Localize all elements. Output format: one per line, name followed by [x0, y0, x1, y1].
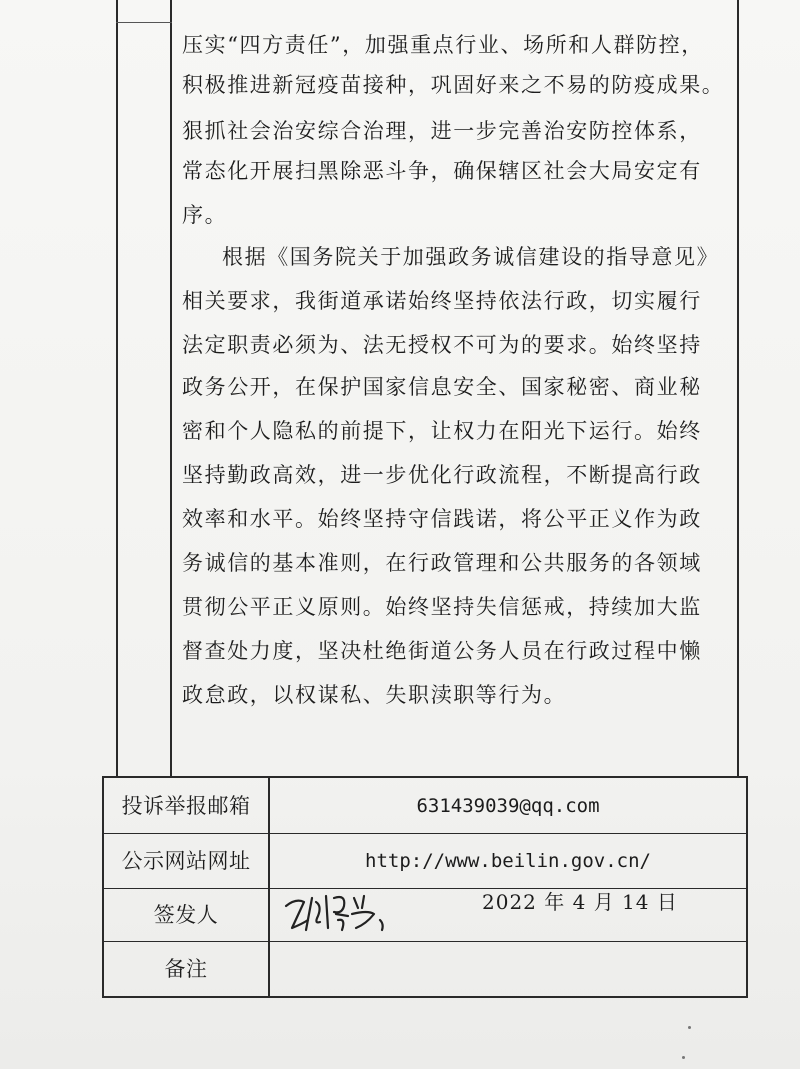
- text-line: 序。: [182, 203, 228, 227]
- table-right-border: [746, 776, 748, 998]
- inner-left-border: [170, 0, 172, 776]
- right-border-upper: [737, 0, 739, 776]
- complaint-email-label: 投诉举报邮箱: [121, 794, 251, 818]
- text-line: 坚持勤政高效，进一步优化行政流程，不断提高行政: [182, 463, 702, 487]
- table-top-border: [102, 776, 748, 778]
- text-line: 密和个人隐私的前提下，让权力在阳光下运行。始终: [182, 419, 702, 443]
- text-line: 积极推进新冠疫苗接种，巩固好来之不易的防疫成果。: [182, 73, 725, 97]
- scan-speck: [688, 1026, 691, 1029]
- top-edge-mark: [116, 22, 172, 23]
- outer-left-border-upper: [116, 0, 118, 776]
- scan-speck: [682, 1056, 685, 1059]
- text-line: 政怠政，以权谋私、失职渎职等行为。: [182, 683, 567, 707]
- text-line: 政务公开，在保护国家信息安全、国家秘密、商业秘: [182, 375, 702, 399]
- text-line: 务诚信的基本准则，在行政管理和公共服务的各领域: [182, 551, 702, 575]
- text-line: 相关要求，我街道承诺始终坚持依法行政，切实履行: [182, 289, 702, 313]
- row-divider-3: [102, 941, 748, 942]
- text-line: 贯彻公平正义原则。始终坚持失信惩戒，持续加大监: [182, 595, 702, 619]
- website-label: 公示网站网址: [121, 849, 251, 873]
- text-line: 常态化开展扫黑除恶斗争，确保辖区社会大局安定有: [182, 159, 702, 183]
- text-line: 督查处力度，坚决杜绝街道公务人员在行政过程中懒: [182, 639, 702, 663]
- handwritten-signature-icon: [282, 884, 402, 940]
- signer-label: 签发人: [153, 903, 219, 927]
- row-divider-1: [102, 833, 748, 834]
- issue-date: 2022 年 4 月 14 日: [482, 890, 678, 914]
- text-line: 法定职责必须为、法无授权不可为的要求。始终坚持: [182, 333, 702, 357]
- table-bottom-border: [102, 996, 748, 998]
- website-value[interactable]: http://www.beilin.gov.cn/: [365, 850, 651, 872]
- remarks-label: 备注: [164, 957, 208, 981]
- text-line: 狠抓社会治安综合治理，进一步完善治安防控体系，: [182, 119, 702, 143]
- complaint-email-value[interactable]: 631439039@qq.com: [416, 795, 600, 817]
- text-line: 压实“四方责任”，加强重点行业、场所和人群防控，: [182, 33, 704, 57]
- text-line: 效率和水平。始终坚持守信践诺，将公平正义作为政: [182, 507, 702, 531]
- text-line: 根据《国务院关于加强政务诚信建设的指导意见》: [222, 245, 720, 269]
